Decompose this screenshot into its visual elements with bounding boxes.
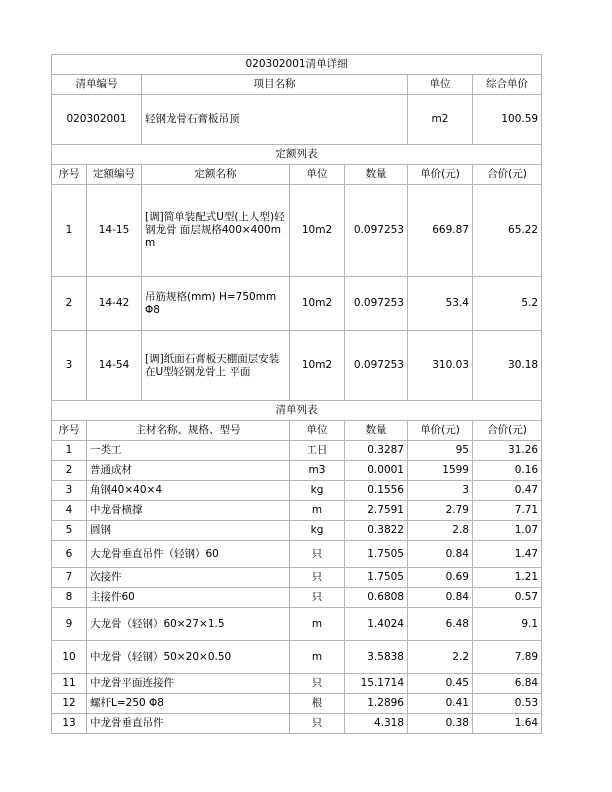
material-price: 1599 [408, 461, 473, 481]
quota-code: 14-42 [87, 277, 142, 331]
material-qty: 1.7505 [345, 541, 408, 568]
material-qty: 1.7505 [345, 568, 408, 588]
material-no: 8 [52, 588, 87, 608]
material-unit: 只 [290, 568, 345, 588]
material-no: 5 [52, 521, 87, 541]
material-row [52, 588, 542, 608]
quota-name: 吊筋规格(mm) H=750mm Φ8 [142, 277, 290, 331]
material-no: 10 [52, 641, 87, 674]
quota-name: [调]简单装配式U型(上人型)轻钢龙骨 面层规格400×400mm [142, 185, 290, 277]
table-title: 020302001清单详细 [52, 55, 542, 75]
material-unit: m3 [290, 461, 345, 481]
material-no: 13 [52, 714, 87, 734]
material-name: 主接件60 [87, 588, 290, 608]
quota-code: 14-15 [87, 185, 142, 277]
material-price: 3 [408, 481, 473, 501]
material-row [52, 441, 542, 461]
quota-header-name: 定额名称 [142, 165, 290, 185]
material-no: 6 [52, 541, 87, 568]
quota-price: 310.03 [408, 331, 473, 401]
material-qty: 1.4024 [345, 608, 408, 641]
material-price: 95 [408, 441, 473, 461]
material-no: 1 [52, 441, 87, 461]
material-row [52, 568, 542, 588]
material-name: 普通成材 [87, 461, 290, 481]
material-name: 次接件 [87, 568, 290, 588]
unit-header: 单位 [408, 75, 473, 95]
material-unit: 工日 [290, 441, 345, 461]
quota-no: 3 [52, 331, 87, 401]
material-unit: kg [290, 481, 345, 501]
material-total: 1.07 [473, 521, 542, 541]
material-unit: 只 [290, 541, 345, 568]
price-header: 综合单价 [473, 75, 542, 95]
material-total: 0.53 [473, 694, 542, 714]
material-price: 6.48 [408, 608, 473, 641]
material-name: 中龙骨横撑 [87, 501, 290, 521]
material-no: 3 [52, 481, 87, 501]
material-unit: 只 [290, 588, 345, 608]
quota-row [52, 331, 542, 401]
material-price: 0.41 [408, 694, 473, 714]
material-qty: 3.5838 [345, 641, 408, 674]
material-header-no: 序号 [52, 421, 87, 441]
quota-no: 2 [52, 277, 87, 331]
quota-header-code: 定额编号 [87, 165, 142, 185]
material-row [52, 641, 542, 674]
material-no: 2 [52, 461, 87, 481]
quota-qty: 0.097253 [345, 185, 408, 277]
quota-unit: 10m2 [290, 277, 345, 331]
material-unit: m [290, 608, 345, 641]
material-qty: 15.1714 [345, 674, 408, 694]
material-price: 0.84 [408, 541, 473, 568]
material-name: 角钢40×40×4 [87, 481, 290, 501]
material-total: 7.71 [473, 501, 542, 521]
material-total: 0.16 [473, 461, 542, 481]
quota-header-unit: 单位 [290, 165, 345, 185]
material-price: 0.45 [408, 674, 473, 694]
material-price: 0.84 [408, 588, 473, 608]
quota-qty: 0.097253 [345, 331, 408, 401]
quota-header-row [52, 165, 542, 185]
item-code: 020302001 [52, 95, 142, 145]
material-no: 7 [52, 568, 87, 588]
material-unit: 只 [290, 714, 345, 734]
quota-qty: 0.097253 [345, 277, 408, 331]
item-name: 轻钢龙骨石膏板吊顶 [142, 95, 408, 145]
material-qty: 1.2896 [345, 694, 408, 714]
material-name: 中龙骨垂直吊件 [87, 714, 290, 734]
quota-row [52, 185, 542, 277]
material-total: 7.89 [473, 641, 542, 674]
material-total: 1.64 [473, 714, 542, 734]
material-name: 中龙骨平面连接件 [87, 674, 290, 694]
item-price: 100.59 [473, 95, 542, 145]
material-price: 0.69 [408, 568, 473, 588]
material-row [52, 521, 542, 541]
material-unit: m [290, 501, 345, 521]
material-name: 螺杆L=250 Φ8 [87, 694, 290, 714]
material-unit: 根 [290, 694, 345, 714]
material-no: 4 [52, 501, 87, 521]
material-unit: kg [290, 521, 345, 541]
material-no: 12 [52, 694, 87, 714]
material-name: 圆钢 [87, 521, 290, 541]
material-qty: 0.1556 [345, 481, 408, 501]
material-no: 9 [52, 608, 87, 641]
material-qty: 0.0001 [345, 461, 408, 481]
material-name: 中龙骨（轻钢）50×20×0.50 [87, 641, 290, 674]
quota-price: 669.87 [408, 185, 473, 277]
code-header: 清单编号 [52, 75, 142, 95]
material-total: 1.21 [473, 568, 542, 588]
material-no: 11 [52, 674, 87, 694]
quota-section-title: 定额列表 [52, 145, 542, 165]
material-row [52, 501, 542, 521]
material-total: 0.57 [473, 588, 542, 608]
material-total: 1.47 [473, 541, 542, 568]
quota-no: 1 [52, 185, 87, 277]
material-qty: 0.3287 [345, 441, 408, 461]
material-row [52, 461, 542, 481]
material-qty: 2.7591 [345, 501, 408, 521]
quota-price: 53.4 [408, 277, 473, 331]
material-name: 大龙骨（轻钢）60×27×1.5 [87, 608, 290, 641]
material-name: 大龙骨垂直吊件（轻钢）60 [87, 541, 290, 568]
material-row [52, 541, 542, 568]
quota-unit: 10m2 [290, 185, 345, 277]
material-qty: 0.3822 [345, 521, 408, 541]
quota-row [52, 277, 542, 331]
bill-detail-table [51, 54, 542, 734]
name-header: 项目名称 [142, 75, 408, 95]
material-unit: 只 [290, 674, 345, 694]
material-header-price: 单价(元) [408, 421, 473, 441]
material-row [52, 608, 542, 641]
quota-header-qty: 数量 [345, 165, 408, 185]
material-header-qty: 数量 [345, 421, 408, 441]
material-row [52, 481, 542, 501]
material-price: 2.79 [408, 501, 473, 521]
material-header-unit: 单位 [290, 421, 345, 441]
material-row [52, 674, 542, 694]
quota-header-price: 单价(元) [408, 165, 473, 185]
material-unit: m [290, 641, 345, 674]
material-header-total: 合价(元) [473, 421, 542, 441]
material-total: 9.1 [473, 608, 542, 641]
material-qty: 4.318 [345, 714, 408, 734]
quota-total: 30.18 [473, 331, 542, 401]
material-qty: 0.6808 [345, 588, 408, 608]
quota-unit: 10m2 [290, 331, 345, 401]
material-row [52, 714, 542, 734]
quota-header-no: 序号 [52, 165, 87, 185]
material-total: 31.26 [473, 441, 542, 461]
material-total: 6.84 [473, 674, 542, 694]
item-unit: m2 [408, 95, 473, 145]
material-row [52, 694, 542, 714]
quota-total: 65.22 [473, 185, 542, 277]
material-header-row [52, 421, 542, 441]
material-header-name: 主材名称、规格、型号 [87, 421, 290, 441]
material-name: 一类工 [87, 441, 290, 461]
material-section-title: 清单列表 [52, 401, 542, 421]
material-price: 2.8 [408, 521, 473, 541]
material-price: 0.38 [408, 714, 473, 734]
material-total: 0.47 [473, 481, 542, 501]
material-price: 2.2 [408, 641, 473, 674]
quota-name: [调]纸面石膏板天棚面层安装在U型轻钢龙骨上 平面 [142, 331, 290, 401]
quota-code: 14-54 [87, 331, 142, 401]
quota-header-total: 合价(元) [473, 165, 542, 185]
quota-total: 5.2 [473, 277, 542, 331]
